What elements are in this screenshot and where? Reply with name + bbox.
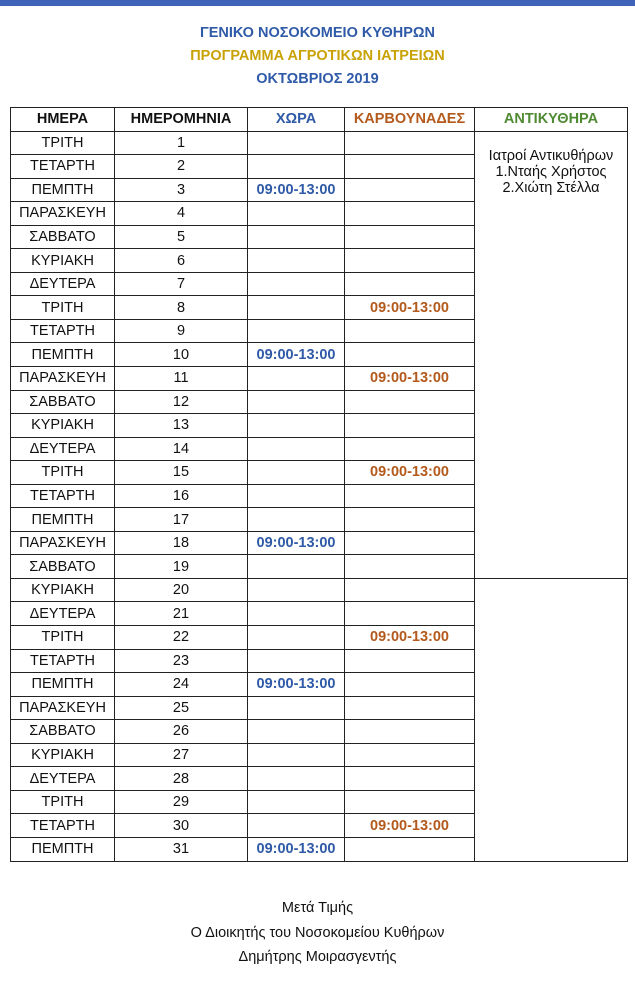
date-cell: 20 — [115, 578, 248, 602]
karvounades-time-cell — [345, 131, 475, 155]
karvounades-time-cell — [345, 531, 475, 555]
date-cell: 9 — [115, 319, 248, 343]
karvounades-time-cell — [345, 578, 475, 602]
day-cell: ΚΥΡΙΑΚΗ — [11, 578, 115, 602]
chora-time-cell — [248, 720, 345, 744]
karvounades-time-cell — [345, 649, 475, 673]
day-cell: ΣΑΒΒΑΤΟ — [11, 555, 115, 579]
chora-time-cell — [248, 202, 345, 226]
date-cell: 8 — [115, 296, 248, 320]
document-header — [0, 22, 635, 91]
date-cell: 28 — [115, 767, 248, 791]
karvounades-time-cell — [345, 319, 475, 343]
hospital-title: ΓΕΝΙΚΟ ΝΟΣΟΚΟΜΕΙΟ ΚΥΘΗΡΩΝ — [199, 25, 435, 41]
schedule-table — [10, 107, 628, 862]
karvounades-time-cell — [345, 696, 475, 720]
chora-time-cell — [248, 155, 345, 179]
signature-block — [0, 896, 635, 970]
date-cell: 12 — [115, 390, 248, 414]
antikythira-cell — [475, 578, 628, 861]
chora-time-cell — [248, 649, 345, 673]
day-cell: ΠΑΡΑΣΚΕΥΗ — [11, 531, 115, 555]
karvounades-time-cell — [345, 743, 475, 767]
day-cell: ΚΥΡΙΑΚΗ — [11, 414, 115, 438]
closing-line: Μετά Τιμής — [281, 900, 354, 916]
day-cell: ΠΕΜΠΤΗ — [11, 178, 115, 202]
chora-time-cell: 09:00-13:00 — [248, 837, 345, 861]
day-cell: ΔΕΥΤΕΡΑ — [11, 767, 115, 791]
chora-time-cell — [248, 814, 345, 838]
day-cell: ΠΕΜΠΤΗ — [11, 673, 115, 697]
chora-time-cell: 09:00-13:00 — [248, 531, 345, 555]
day-cell: ΤΡΙΤΗ — [11, 296, 115, 320]
karvounades-time-cell: 09:00-13:00 — [345, 367, 475, 391]
chora-time-cell — [248, 367, 345, 391]
column-header-date: ΗΜΕΡΟΜΗΝΙΑ — [115, 108, 248, 132]
day-cell: ΠΑΡΑΣΚΕΥΗ — [11, 367, 115, 391]
day-cell: ΠΕΜΠΤΗ — [11, 508, 115, 532]
date-cell: 4 — [115, 202, 248, 226]
column-header-day: ΗΜΕΡΑ — [11, 108, 115, 132]
karvounades-time-cell — [345, 249, 475, 273]
date-cell: 30 — [115, 814, 248, 838]
chora-time-cell — [248, 696, 345, 720]
date-cell: 14 — [115, 437, 248, 461]
chora-time-cell — [248, 602, 345, 626]
antikythira-line — [475, 132, 627, 148]
day-cell: ΠΕΜΠΤΗ — [11, 343, 115, 367]
date-cell: 11 — [115, 367, 248, 391]
karvounades-time-cell — [345, 790, 475, 814]
chora-time-cell — [248, 131, 345, 155]
day-cell: ΣΑΒΒΑΤΟ — [11, 720, 115, 744]
day-cell: ΤΕΤΑΡΤΗ — [11, 319, 115, 343]
karvounades-time-cell — [345, 343, 475, 367]
chora-time-cell — [248, 461, 345, 485]
date-cell: 18 — [115, 531, 248, 555]
date-cell: 21 — [115, 602, 248, 626]
karvounades-time-cell — [345, 225, 475, 249]
date-cell: 29 — [115, 790, 248, 814]
karvounades-time-cell — [345, 178, 475, 202]
day-cell: ΤΕΤΑΡΤΗ — [11, 155, 115, 179]
day-cell: ΤΡΙΤΗ — [11, 626, 115, 650]
day-cell: ΣΑΒΒΑΤΟ — [11, 390, 115, 414]
chora-time-cell: 09:00-13:00 — [248, 178, 345, 202]
chora-time-cell — [248, 319, 345, 343]
schedule-body — [11, 131, 628, 861]
day-cell: ΔΕΥΤΕΡΑ — [11, 437, 115, 461]
karvounades-time-cell — [345, 155, 475, 179]
karvounades-time-cell — [345, 673, 475, 697]
chora-time-cell — [248, 555, 345, 579]
chora-time-cell — [248, 414, 345, 438]
chora-time-cell — [248, 225, 345, 249]
day-cell: ΠΕΜΠΤΗ — [11, 837, 115, 861]
day-cell: ΠΑΡΑΣΚΕΥΗ — [11, 696, 115, 720]
column-header-antikythira: ΑΝΤΙΚΥΘΗΡΑ — [475, 108, 628, 132]
column-header-karvounades: ΚΑΡΒΟΥΝΑΔΕΣ — [345, 108, 475, 132]
date-cell: 19 — [115, 555, 248, 579]
chora-time-cell — [248, 743, 345, 767]
antikythira-cell — [475, 131, 628, 578]
chora-time-cell — [248, 437, 345, 461]
date-cell: 26 — [115, 720, 248, 744]
karvounades-time-cell: 09:00-13:00 — [345, 626, 475, 650]
top-accent-bar — [0, 0, 635, 6]
date-cell: 10 — [115, 343, 248, 367]
karvounades-time-cell — [345, 414, 475, 438]
date-cell: 7 — [115, 272, 248, 296]
day-cell: ΚΥΡΙΑΚΗ — [11, 249, 115, 273]
karvounades-time-cell: 09:00-13:00 — [345, 814, 475, 838]
karvounades-time-cell: 09:00-13:00 — [345, 461, 475, 485]
karvounades-time-cell — [345, 484, 475, 508]
date-cell: 1 — [115, 131, 248, 155]
date-cell: 22 — [115, 626, 248, 650]
date-cell: 13 — [115, 414, 248, 438]
antikythira-line: 1.Νταής Χρήστος — [495, 163, 607, 180]
day-cell: ΤΡΙΤΗ — [11, 790, 115, 814]
day-cell: ΔΕΥΤΕΡΑ — [11, 602, 115, 626]
day-cell: ΤΕΤΑΡΤΗ — [11, 484, 115, 508]
chora-time-cell — [248, 578, 345, 602]
date-cell: 17 — [115, 508, 248, 532]
date-cell: 16 — [115, 484, 248, 508]
karvounades-time-cell — [345, 272, 475, 296]
karvounades-time-cell: 09:00-13:00 — [345, 296, 475, 320]
column-header-chora: ΧΩΡΑ — [248, 108, 345, 132]
karvounades-time-cell — [345, 602, 475, 626]
karvounades-time-cell — [345, 202, 475, 226]
date-cell: 3 — [115, 178, 248, 202]
karvounades-time-cell — [345, 837, 475, 861]
date-cell: 15 — [115, 461, 248, 485]
chora-time-cell — [248, 390, 345, 414]
chora-time-cell — [248, 767, 345, 791]
chora-time-cell — [248, 272, 345, 296]
day-cell: ΤΕΤΑΡΤΗ — [11, 814, 115, 838]
day-cell: ΣΑΒΒΑΤΟ — [11, 225, 115, 249]
day-cell: ΤΡΙΤΗ — [11, 461, 115, 485]
date-cell: 31 — [115, 837, 248, 861]
chora-time-cell — [248, 249, 345, 273]
day-cell: ΤΕΤΑΡΤΗ — [11, 649, 115, 673]
chora-time-cell — [248, 508, 345, 532]
chora-time-cell: 09:00-13:00 — [248, 343, 345, 367]
chora-time-cell — [248, 484, 345, 508]
karvounades-time-cell — [345, 390, 475, 414]
chora-time-cell: 09:00-13:00 — [248, 673, 345, 697]
month-title: ΟΚΤΩΒΡΙΟΣ 2019 — [256, 71, 379, 87]
day-cell: ΔΕΥΤΕΡΑ — [11, 272, 115, 296]
chora-time-cell — [248, 790, 345, 814]
antikythira-line: 2.Χιώτη Στέλλα — [502, 179, 600, 196]
day-cell: ΤΡΙΤΗ — [11, 131, 115, 155]
day-cell: ΠΑΡΑΣΚΕΥΗ — [11, 202, 115, 226]
chora-time-cell — [248, 296, 345, 320]
karvounades-time-cell — [345, 437, 475, 461]
date-cell: 23 — [115, 649, 248, 673]
day-cell: ΚΥΡΙΑΚΗ — [11, 743, 115, 767]
program-title: ΠΡΟΓΡΑΜΜΑ ΑΓΡΟΤΙΚΩΝ ΙΑΤΡΕΙΩΝ — [190, 48, 445, 64]
signer-title: Ο Διοικητής του Νοσοκομείου Κυθήρων — [190, 924, 445, 941]
date-cell: 5 — [115, 225, 248, 249]
date-cell: 27 — [115, 743, 248, 767]
karvounades-time-cell — [345, 508, 475, 532]
date-cell: 2 — [115, 155, 248, 179]
table-header-row — [11, 108, 628, 132]
table-row — [11, 578, 628, 602]
karvounades-time-cell — [345, 720, 475, 744]
antikythira-line: Ιατροί Αντικυθήρων — [488, 147, 614, 164]
date-cell: 6 — [115, 249, 248, 273]
karvounades-time-cell — [345, 767, 475, 791]
chora-time-cell — [248, 626, 345, 650]
date-cell: 25 — [115, 696, 248, 720]
table-row — [11, 131, 628, 155]
signer-name: Δημήτρης Μοιρασγεντής — [238, 949, 397, 965]
karvounades-time-cell — [345, 555, 475, 579]
date-cell: 24 — [115, 673, 248, 697]
